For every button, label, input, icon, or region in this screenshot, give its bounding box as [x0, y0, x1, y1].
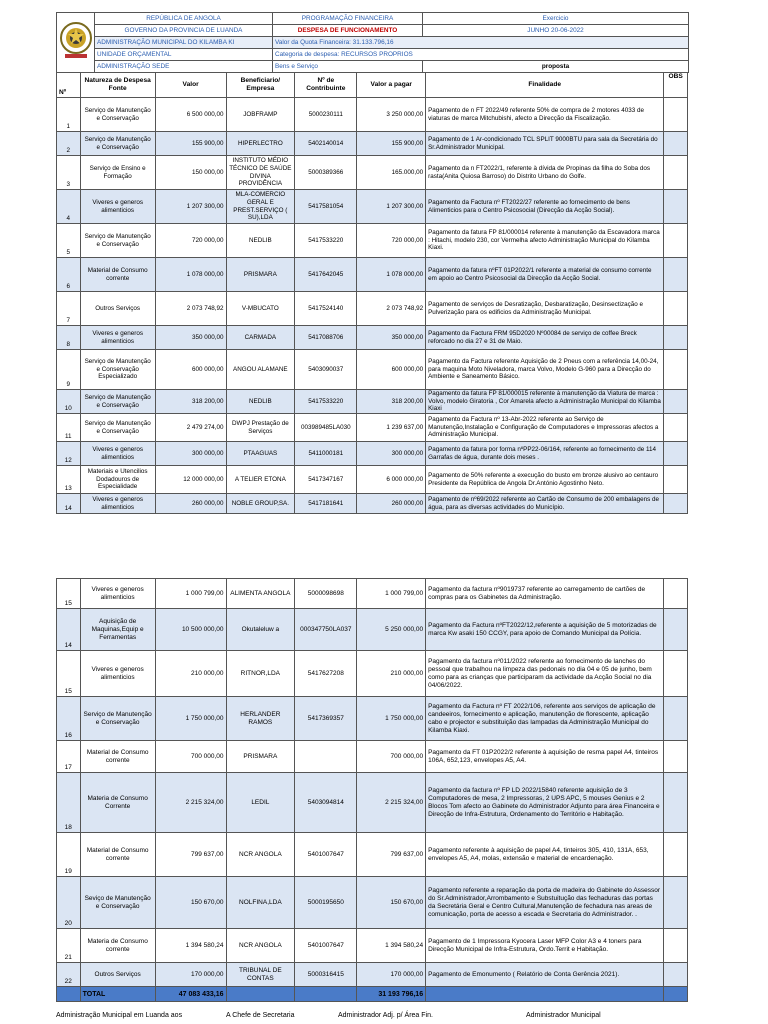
row-taxpayer-number: 5417369357: [295, 697, 357, 741]
row-amount-to-pay: 350 000,00: [357, 326, 426, 350]
row-purpose: Pagamento da Factura nº FT2022/27 referente ao fornecimento de bens Alimenticios para o Centro Psicosocial (Direcção da Acção Social).: [426, 190, 664, 224]
table-row: [57, 963, 688, 987]
row-number: 14: [57, 494, 81, 514]
row-taxpayer-number: [295, 741, 357, 773]
row-value: 1 207 300,00: [155, 190, 226, 224]
header-expense: DESPESA DE FUNCIONAMENTO: [273, 25, 423, 37]
document-header: [56, 12, 688, 73]
row-beneficiary: Okutaleluw a: [226, 609, 295, 651]
row-amount-to-pay: 799 637,00: [357, 833, 426, 877]
col-n: Nº: [57, 73, 81, 98]
row-number: 16: [57, 697, 81, 741]
row-amount-to-pay: 260 000,00: [357, 494, 426, 514]
row-amount-to-pay: 300 000,00: [357, 442, 426, 466]
row-value: 150 670,00: [155, 877, 226, 929]
row-purpose: Pagamento da FT 01P2022/2 referente à aquisição de resma papel A4, tinteiros 106A, 652,123, envelopes A5, A4.: [426, 741, 664, 773]
row-nature: Viveres e generos alimenticios: [80, 442, 155, 466]
header-province: GOVERNO DA PROVINCIA DE LUANDA: [95, 25, 273, 37]
row-taxpayer-number: 000347750LA037: [295, 609, 357, 651]
header-category: Categoria de despesa: RECURSOS PROPRIOS: [273, 49, 689, 61]
row-value: 210 000,00: [155, 651, 226, 697]
row-purpose: Pagamento referente a reparação da porta de madeira do Gabinete do Assessor do Sr.Administrador,Arrombamento e Substuitução das fechaduras das portas da Secretária Geral e Centro Cultural,Manutenção de fechadura nas areas de comunicação, porta de acesso a escada e Secretaria do Administrador. .: [426, 877, 664, 929]
row-amount-to-pay: 155 900,00: [357, 132, 426, 156]
row-obs: [664, 697, 688, 741]
table-row: [57, 877, 688, 929]
row-value: 600 000,00: [155, 350, 226, 390]
row-purpose: Pagamento da Factura nº FT 2022/106, referente aos serviços de aplicação de candeeiros, fornecimento e aplicação, manutenção de florescente, aplicação cabo e projector e substituição das lampadas da Administração Municipal do Kilamba Kiaxi.: [426, 697, 664, 741]
row-value: 1 078 000,00: [155, 258, 226, 292]
row-nature: Materia de Consumo Corrente: [80, 773, 155, 833]
row-value: 300 000,00: [155, 442, 226, 466]
row-value: 170 000,00: [155, 963, 226, 987]
row-value: 2 215 324,00: [155, 773, 226, 833]
row-obs: [664, 190, 688, 224]
row-amount-to-pay: 1 750 000,00: [357, 697, 426, 741]
footer-admin: Administrador Municipal: [526, 1012, 601, 1019]
row-beneficiary: HERLANDER RAMOS: [226, 697, 295, 741]
row-value: 2 073 748,92: [155, 292, 226, 326]
header-date: JUNHO 20-06-2022: [423, 25, 689, 37]
row-obs: [664, 350, 688, 390]
row-amount-to-pay: 318 200,00: [357, 390, 426, 414]
footer-place: Administração Municipal em Luanda aos: [56, 1012, 183, 1019]
row-obs: [664, 741, 688, 773]
row-beneficiary: DWPJ Prestação de Serviços: [226, 414, 295, 442]
row-obs: [664, 833, 688, 877]
table-row: [57, 98, 688, 132]
header-country: REPÚBLICA DE ANGOLA: [95, 13, 273, 25]
row-amount-to-pay: 210 000,00: [357, 651, 426, 697]
row-nature: Serviço de Manutenção e Conservação: [80, 414, 155, 442]
row-obs: [664, 98, 688, 132]
row-number: 18: [57, 773, 81, 833]
table-row: [57, 741, 688, 773]
row-number: 21: [57, 929, 81, 963]
row-nature: Serviço de Manutenção e Conservação: [80, 390, 155, 414]
table-row: [57, 292, 688, 326]
row-obs: [664, 292, 688, 326]
row-amount-to-pay: 150 670,00: [357, 877, 426, 929]
row-purpose: Pagamento de Emonumento ( Relatório de Conta Gerência 2021).: [426, 963, 664, 987]
payments-table-page1: [56, 72, 688, 514]
row-taxpayer-number: 5417088706: [295, 326, 357, 350]
row-obs: [664, 609, 688, 651]
row-number: 6: [57, 258, 81, 292]
row-number: 13: [57, 466, 81, 494]
row-amount-to-pay: 600 000,00: [357, 350, 426, 390]
row-beneficiary: JOBFRAMP: [226, 98, 295, 132]
row-amount-to-pay: 720 000,00: [357, 224, 426, 258]
row-taxpayer-number: 5417581054: [295, 190, 357, 224]
table-row: [57, 833, 688, 877]
row-amount-to-pay: 2 073 748,92: [357, 292, 426, 326]
row-purpose: Pagamento da fatura nºFT 01P2022/1 referente a material de consumo corrente em apoio ao Centro Psicosocial da Direcção da Acção Social.: [426, 258, 664, 292]
row-amount-to-pay: 165.000,00: [357, 156, 426, 190]
row-purpose: Pagamento da factura nº FP LD 2022/15840 referente aquisição de 3 Computadores de mesa, 2 Impressoras, 2 UPS APC, 5 mouses Genius e 2 Blocos Tom afecto ao Gabinete do Administrador Adjunto para área Financeira e Direcção de Infra-Estrutura, Ordenamento do Território e Habitação.: [426, 773, 664, 833]
row-amount-to-pay: 6 000 000,00: [357, 466, 426, 494]
row-beneficiary: ALIMENTA ANGOLA: [226, 579, 295, 609]
row-number: 8: [57, 326, 81, 350]
row-amount-to-pay: 2 215 324,00: [357, 773, 426, 833]
row-beneficiary: NOBLE GROUP,SA.: [226, 494, 295, 514]
row-taxpayer-number: 5000195650: [295, 877, 357, 929]
row-amount-to-pay: 700 000,00: [357, 741, 426, 773]
table-row: [57, 156, 688, 190]
row-obs: [664, 390, 688, 414]
row-purpose: Pagamento da fatura FP 81/000015 referente à manutenção da Viatura de marca : Volvo, modelo Giratoria , Cor Amarela afecto a Administração Municipal do Kilamba Kiaxi: [426, 390, 664, 414]
row-taxpayer-number: 5000230111: [295, 98, 357, 132]
row-value: 1 000 799,00: [155, 579, 226, 609]
row-nature: Serviço de Manutenção e Conservação: [80, 98, 155, 132]
row-taxpayer-number: 5417533220: [295, 390, 357, 414]
row-number: 5: [57, 224, 81, 258]
angola-emblem-icon: [57, 13, 95, 73]
row-obs: [664, 579, 688, 609]
row-number: 15: [57, 651, 81, 697]
table-row: [57, 651, 688, 697]
row-obs: [664, 442, 688, 466]
row-amount-to-pay: 5 250 000,00: [357, 609, 426, 651]
row-value: 799 637,00: [155, 833, 226, 877]
row-nature: Seviço de Manutenção e Conservação: [80, 877, 155, 929]
col-nif: Nº de Contribuinte: [295, 73, 357, 98]
row-obs: [664, 132, 688, 156]
row-purpose: Pagamento de 1 Ar-condicionado TCL SPLIT 9000BTU para sala da Secretária do Sr.Administrador Municipal.: [426, 132, 664, 156]
row-number: 3: [57, 156, 81, 190]
table-row: [57, 258, 688, 292]
row-nature: Serviço de Manutenção e Conservação: [80, 224, 155, 258]
row-beneficiary: RITNOR,LDA: [226, 651, 295, 697]
row-taxpayer-number: 5417181641: [295, 494, 357, 514]
row-beneficiary: PRISMARA: [226, 741, 295, 773]
footer-admin-adj: Administrador Adj. p/ Área Fin.: [338, 1012, 433, 1019]
row-amount-to-pay: 1 207 300,00: [357, 190, 426, 224]
row-number: 20: [57, 877, 81, 929]
row-purpose: Pagamento de serviços de Desratização, Desbaratização, Desinsectização e Pulverização para os edificios da Administração Municipal.: [426, 292, 664, 326]
col-topay: Valor a pagar: [357, 73, 426, 98]
row-taxpayer-number: 5417524140: [295, 292, 357, 326]
header-exercise-label: Exercicio: [423, 13, 689, 25]
header-goods: Bens e Serviço: [273, 61, 423, 73]
row-obs: [664, 963, 688, 987]
row-nature: Viveres e generos alimenticios: [80, 190, 155, 224]
table-row: [57, 697, 688, 741]
row-number: 14: [57, 609, 81, 651]
row-number: 17: [57, 741, 81, 773]
row-purpose: Pagamento da Factura referente Aquisição de 2 Pneus com a referência 14,00-24, para maquina Moto Niveladora, marca Volvo, Modelo G-960 para a Direcção do Ambiente e Saneamento Básico.: [426, 350, 664, 390]
row-obs: [664, 494, 688, 514]
col-obs: OBS: [664, 73, 688, 98]
payments-table-page2: [56, 578, 688, 1002]
row-obs: [664, 773, 688, 833]
row-number: 9: [57, 350, 81, 390]
row-nature: Material de Consumo corrente: [80, 833, 155, 877]
row-obs: [664, 929, 688, 963]
table-row: [57, 414, 688, 442]
table-row: [57, 929, 688, 963]
row-nature: Outros Serviços: [80, 963, 155, 987]
table-row: [57, 494, 688, 514]
row-taxpayer-number: 5000316415: [295, 963, 357, 987]
col-nature: Natureza de Despesa Fonte: [80, 73, 155, 98]
row-purpose: Pagamento da Factura nºFT2022/12,referente a aquisição de 5 motorizadas de marca Kw asaki 150 CCGY, para apoio de Comando Municipal da Polícia.: [426, 609, 664, 651]
row-purpose: Pagamento da factura nº011/2022 referente ao fornecimento de lanches do pessoal que trabalhou na limpeza das pedonais no dia 04 e 05 de junho, bem como para as crianças que participaram da actividade da Acção Social no dia 04/06/2022.: [426, 651, 664, 697]
row-beneficiary: NCR ANGOLA: [226, 833, 295, 877]
row-beneficiary: INSTITUTO MÉDIO TÉCNICO DE SAÚDE DIVINA PROVIDÊNCIA: [226, 156, 295, 190]
total-value: 47 083 433,16: [155, 987, 226, 1002]
row-value: 155 900,00: [155, 132, 226, 156]
row-beneficiary: LEDIL: [226, 773, 295, 833]
row-beneficiary: NEDLIB: [226, 224, 295, 258]
header-admin: ADMINISTRAÇÃO MUNICIPAL DO KILAMBA KI: [95, 37, 273, 49]
row-nature: Serviço de Ensino e Formação: [80, 156, 155, 190]
header-proposal: proposta: [423, 61, 689, 73]
row-nature: Serviço de Manutenção e Conservação: [80, 132, 155, 156]
row-amount-to-pay: 1 394 580,24: [357, 929, 426, 963]
row-purpose: Pagamento da fatura FP 81/000014 referente à manutenção da Escavadora marca : Hitachi, modelo 230, cor Vermelha afecto Administração Municipal do Kilamba Kiaxi.: [426, 224, 664, 258]
row-obs: [664, 258, 688, 292]
table-row: [57, 190, 688, 224]
row-value: 700 000,00: [155, 741, 226, 773]
row-obs: [664, 414, 688, 442]
col-purpose: Finalidade: [426, 73, 664, 98]
row-purpose: Pagamento referente à aquisição de papel A4, tinteiros 305, 410, 131A, 653, envelopes A5, A4, molas, extensão e material de encardenação.: [426, 833, 664, 877]
row-value: 1 394 580,24: [155, 929, 226, 963]
table-row: [57, 132, 688, 156]
row-taxpayer-number: 003989485LA030: [295, 414, 357, 442]
total-pay: 31 193 796,16: [357, 987, 426, 1002]
row-taxpayer-number: 5417347167: [295, 466, 357, 494]
table-row: [57, 579, 688, 609]
row-purpose: Pagamento da factura nº9019737 referente ao carregamento de cartões de compras para os Gabinetes da Administração.: [426, 579, 664, 609]
row-purpose: Pagamento da Factura FRM 95D2020 Nº00084 de serviço de coffee Breck reforcado no dia 27 e 31 de Maio.: [426, 326, 664, 350]
row-nature: Viveres e generos alimenticios: [80, 494, 155, 514]
row-value: 260 000,00: [155, 494, 226, 514]
row-value: 350 000,00: [155, 326, 226, 350]
row-beneficiary: MLA-COMERCIO GERAL E PREST.SERVIÇO ( SU),LDA: [226, 190, 295, 224]
row-purpose: Pagamento da Factura nº 13-Abr-2022 referente ao Serviço de Manutenção,Instalação e Configuração de Computadores e Impressoras afectos a Administração Municipal.: [426, 414, 664, 442]
row-beneficiary: PRISMARA: [226, 258, 295, 292]
row-amount-to-pay: 170 000,00: [357, 963, 426, 987]
row-nature: Viveres e generos alimenticios: [80, 326, 155, 350]
row-nature: Material de Consumo corrente: [80, 258, 155, 292]
row-purpose: Pagamento de nº69/2022 referente ao Cartão de Consumo de 200 embalagens de água, para as diversas actividades do Município.: [426, 494, 664, 514]
row-number: 15: [57, 579, 81, 609]
row-taxpayer-number: 5000389366: [295, 156, 357, 190]
table-row: [57, 773, 688, 833]
row-nature: Aquisição de Maquinas,Equip e Ferramentas: [80, 609, 155, 651]
row-beneficiary: V-MBUCATO: [226, 292, 295, 326]
row-beneficiary: HIPERLECTRO: [226, 132, 295, 156]
table-row: [57, 609, 688, 651]
row-purpose: Pagamento de 50% referente a execução do busto em bronze alusivo ao centauro Presidente da República de Angola Dr.António Agostinho Neto.: [426, 466, 664, 494]
row-obs: [664, 224, 688, 258]
row-nature: Serviço de Manutenção e Conservação: [80, 697, 155, 741]
row-obs: [664, 651, 688, 697]
row-amount-to-pay: 1 239 637,00: [357, 414, 426, 442]
row-beneficiary: ANGOU ALAMANE: [226, 350, 295, 390]
row-beneficiary: TRIBUNAL DE CONTAS: [226, 963, 295, 987]
row-amount-to-pay: 1 078 000,00: [357, 258, 426, 292]
row-taxpayer-number: 5417533220: [295, 224, 357, 258]
row-obs: [664, 466, 688, 494]
row-value: 10 500 000,00: [155, 609, 226, 651]
row-value: 150 000,00: [155, 156, 226, 190]
row-taxpayer-number: 5401007647: [295, 833, 357, 877]
row-value: 2 479 274,00: [155, 414, 226, 442]
row-number: 12: [57, 442, 81, 466]
total-label: TOTAL: [80, 987, 155, 1002]
row-nature: Materia de Consumo corrente: [80, 929, 155, 963]
row-number: 4: [57, 190, 81, 224]
row-nature: Materiais e Utencilios Dodadouros de Especialidade: [80, 466, 155, 494]
row-nature: Serviço de Manutenção e Conservação Especializado: [80, 350, 155, 390]
header-quota: Valor da Quota Financeira: 31.133.796,16: [273, 37, 689, 49]
footer-secretary: A Chefe de Secretaria: [226, 1012, 295, 1019]
row-number: 7: [57, 292, 81, 326]
signature-footer: [56, 1010, 696, 1024]
col-beneficiary: Beneficiario/ Empresa: [226, 73, 295, 98]
row-taxpayer-number: 5403090037: [295, 350, 357, 390]
row-number: 11: [57, 414, 81, 442]
row-number: 2: [57, 132, 81, 156]
total-row: [57, 987, 688, 1002]
row-amount-to-pay: 3 250 000,00: [357, 98, 426, 132]
header-seat: ADMINISTRAÇÃO SEDE: [95, 61, 273, 73]
row-value: 318 200,00: [155, 390, 226, 414]
col-value: Valor: [155, 73, 226, 98]
table-row: [57, 442, 688, 466]
header-unit: UNIDADE ORÇAMENTAL: [95, 49, 273, 61]
row-beneficiary: PTAAGUAS: [226, 442, 295, 466]
row-amount-to-pay: 1 000 799,00: [357, 579, 426, 609]
row-obs: [664, 156, 688, 190]
row-value: 1 750 000,00: [155, 697, 226, 741]
row-beneficiary: NCR ANGOLA: [226, 929, 295, 963]
row-taxpayer-number: 5402140014: [295, 132, 357, 156]
table-row: [57, 224, 688, 258]
row-number: 1: [57, 98, 81, 132]
row-number: 19: [57, 833, 81, 877]
row-nature: Viveres e generos alimenticios: [80, 579, 155, 609]
row-nature: Material de Consumo corrente: [80, 741, 155, 773]
row-taxpayer-number: 5411000181: [295, 442, 357, 466]
table-row: [57, 326, 688, 350]
row-purpose: Pagamento da n FT2022/1, referente à dívida de Propinas da filha do Soba dos rasta(Anita Quiosa Barroso) do Distrito Urbano do Golfe.: [426, 156, 664, 190]
row-beneficiary: NEDLIB: [226, 390, 295, 414]
table-row: [57, 350, 688, 390]
table-row: [57, 390, 688, 414]
row-value: 720 000,00: [155, 224, 226, 258]
row-number: 22: [57, 963, 81, 987]
row-value: 6 500 000,00: [155, 98, 226, 132]
row-purpose: Pagamento de 1 Impressora Kyocera Laser MFP Color A3 e 4 toners para Direcção Municipal de Infra-Estrutura, Ordo.Territ e Habitação.: [426, 929, 664, 963]
header-program: PROGRAMAÇÃO FINANCEIRA: [273, 13, 423, 25]
row-beneficiary: A TELIER ETONA: [226, 466, 295, 494]
row-taxpayer-number: 5417627208: [295, 651, 357, 697]
row-number: 10: [57, 390, 81, 414]
row-obs: [664, 326, 688, 350]
row-purpose: Pagamento da fatura por forma nºPP22-06/164, referente ao fornecimento de 114 Garrafas de água, durante dois meses .: [426, 442, 664, 466]
row-value: 12 000 000,00: [155, 466, 226, 494]
row-taxpayer-number: 5401007647: [295, 929, 357, 963]
row-purpose: Pagamento de n FT 2022/49 referente 50% de compra de 2 motores 4033 de viaturas de marca Mitchubishi, afecto a Direcção da Fiscalização.: [426, 98, 664, 132]
row-nature: Viveres e generos alimenticios: [80, 651, 155, 697]
table-row: [57, 466, 688, 494]
row-taxpayer-number: 5417642045: [295, 258, 357, 292]
row-taxpayer-number: 5403094814: [295, 773, 357, 833]
row-beneficiary: CARMADA: [226, 326, 295, 350]
row-taxpayer-number: 5000098698: [295, 579, 357, 609]
row-nature: Outros Serviços: [80, 292, 155, 326]
row-obs: [664, 877, 688, 929]
row-beneficiary: NOLFINA,LDA: [226, 877, 295, 929]
